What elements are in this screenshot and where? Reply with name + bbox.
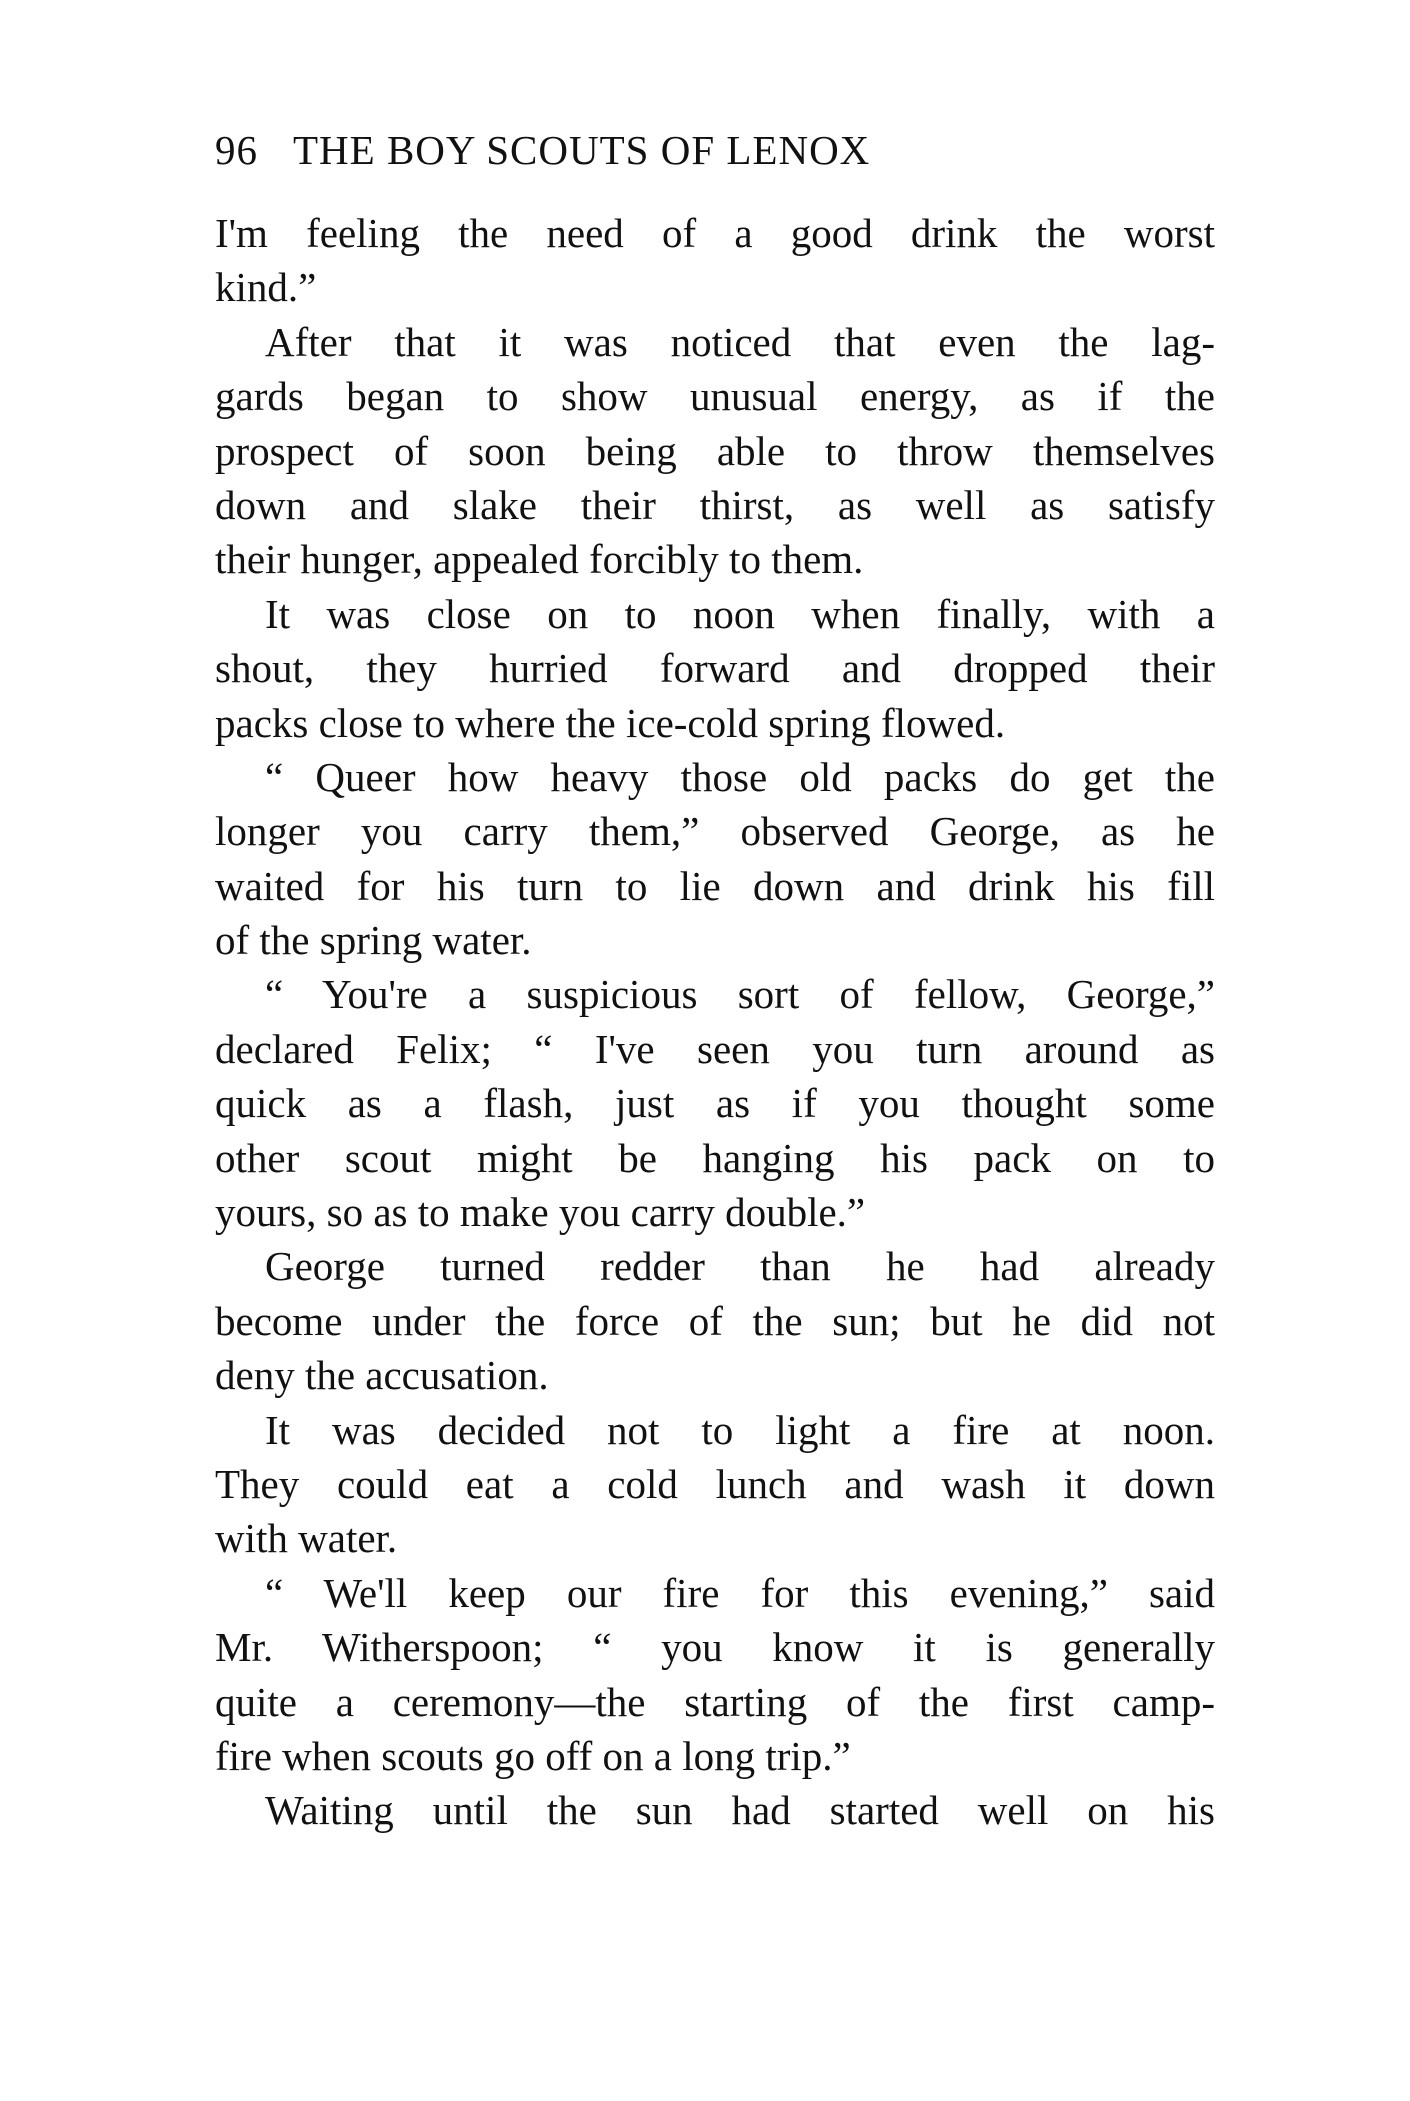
paragraph (215, 206, 1215, 315)
text-line: kind.” (215, 264, 317, 311)
text-line: I'm feeling the need of a good drink the worst (215, 210, 1215, 256)
text-line: prospect of soon being able to throw themselves (215, 427, 1215, 474)
text-line: “ We'll keep our fire for this evening,” said (265, 1569, 1215, 1616)
text-line: their hunger, appealed forcibly to them. (215, 536, 864, 583)
paragraph (215, 1566, 1215, 1784)
text-line: down and slake their thirst, as well as satisfy (215, 481, 1215, 528)
text-line: George turned redder than he had already (265, 1243, 1215, 1290)
text-line: quick as a flash, just as if you thought some (215, 1080, 1215, 1127)
text-line: “ You're a suspicious sort of fellow, George,” (265, 971, 1215, 1018)
text-line: It was close on to noon when finally, with a (265, 590, 1215, 637)
page-number: 96 (215, 127, 258, 173)
paragraph (215, 1783, 1215, 1837)
text-line: They could eat a cold lunch and wash it down (215, 1460, 1215, 1507)
text-line: waited for his turn to lie down and drink his fill (215, 862, 1215, 909)
text-line: declared Felix; “ I've seen you turn around as (215, 1025, 1215, 1072)
text-line: quite a ceremony—the starting of the first camp- (215, 1678, 1215, 1725)
paragraph (215, 587, 1215, 750)
text-line: of the spring water. (215, 917, 532, 964)
text-line: packs close to where the ice-cold spring flowed. (215, 699, 1006, 746)
running-title: THE BOY SCOUTS OF LENOX (293, 127, 871, 173)
text-line: become under the force of the sun; but he did not (215, 1297, 1215, 1344)
paragraph (215, 315, 1215, 587)
text-line: After that it was noticed that even the lag- (265, 318, 1215, 365)
paragraph (215, 967, 1215, 1239)
text-line: fire when scouts go off on a long trip.” (215, 1732, 851, 1779)
text-line: longer you carry them,” observed George, as he (215, 808, 1215, 855)
text-line: “ Queer how heavy those old packs do get the (265, 753, 1215, 800)
paragraph (215, 1239, 1215, 1402)
text-line: with water. (215, 1515, 398, 1562)
text-line: shout, they hurried forward and dropped their (215, 645, 1215, 692)
text-line: It was decided not to light a fire at noon. (265, 1406, 1215, 1453)
paragraph (215, 1403, 1215, 1566)
page-body-text (215, 206, 1215, 1838)
paragraph (215, 750, 1215, 968)
text-line: other scout might be hanging his pack on to (215, 1134, 1215, 1181)
text-line: gards began to show unusual energy, as if the (215, 373, 1215, 420)
text-line: Mr. Witherspoon; “ you know it is generally (215, 1624, 1215, 1671)
text-line: deny the accusation. (215, 1352, 549, 1399)
text-line: yours, so as to make you carry double.” (215, 1189, 866, 1236)
running-header (215, 126, 1215, 174)
text-line: Waiting until the sun had started well on his (265, 1787, 1215, 1834)
